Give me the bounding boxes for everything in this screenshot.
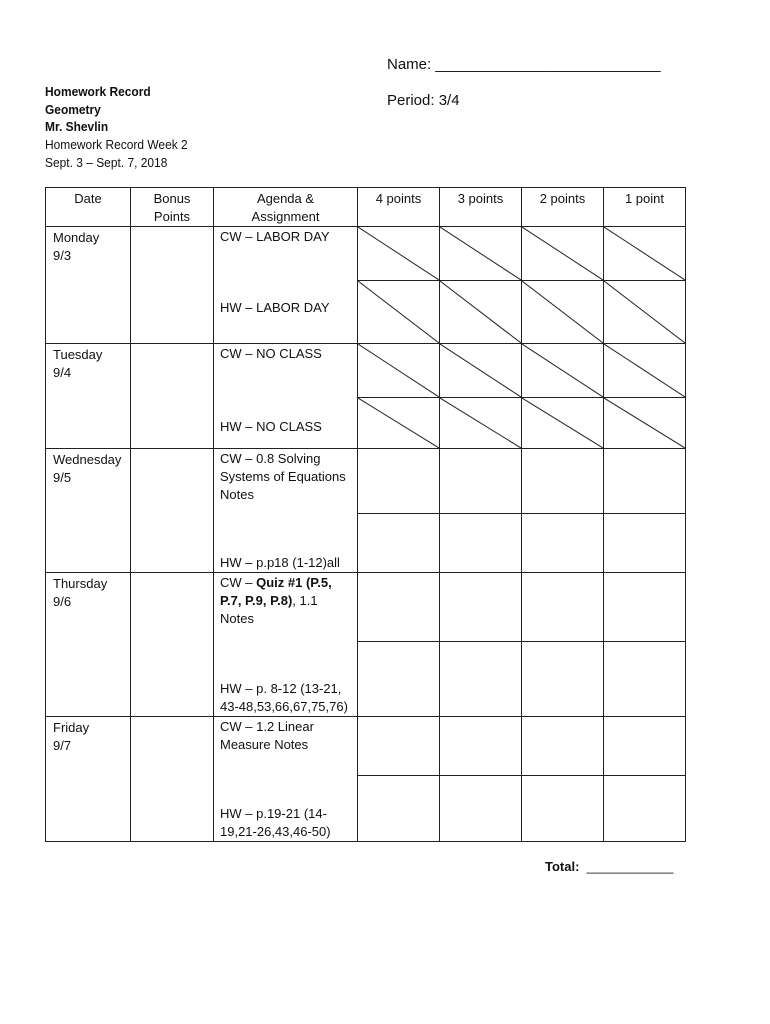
homework-table bbox=[45, 187, 686, 842]
bonus-cell bbox=[131, 449, 214, 573]
score-cell[interactable] bbox=[604, 717, 686, 776]
crossed-out-cell bbox=[604, 281, 686, 344]
day-date: 9/3 bbox=[53, 248, 72, 263]
column-header-agenda: Agenda & Assignment bbox=[214, 188, 358, 227]
score-cell[interactable] bbox=[604, 573, 686, 642]
score-cell[interactable] bbox=[522, 449, 604, 514]
day-name: Monday bbox=[53, 230, 100, 245]
total-field bbox=[545, 859, 673, 874]
crossed-out-cell bbox=[440, 281, 522, 344]
homework-text: HW – NO CLASS bbox=[220, 419, 322, 434]
day-cell-monday bbox=[46, 227, 131, 344]
crossed-out-cell bbox=[604, 227, 686, 281]
day-name: Thursday bbox=[53, 576, 108, 591]
day-cell-tuesday bbox=[46, 344, 131, 449]
score-cell[interactable] bbox=[358, 717, 440, 776]
crossed-out-cell bbox=[440, 227, 522, 281]
crossed-out-cell bbox=[522, 344, 604, 398]
score-cell[interactable] bbox=[440, 514, 522, 573]
day-cell-wednesday bbox=[46, 449, 131, 573]
day-name: Wednesday bbox=[53, 452, 122, 467]
score-cell[interactable] bbox=[440, 642, 522, 717]
homework-text: HW – p.p18 (1-12)all bbox=[220, 555, 340, 570]
score-cell[interactable] bbox=[440, 776, 522, 842]
homework-text: HW – p.19-21 (14-19,21-26,43,46-50) bbox=[220, 806, 331, 839]
column-header-2-points: 2 points bbox=[522, 188, 604, 227]
document-title: Homework Record bbox=[45, 84, 151, 99]
score-cell[interactable] bbox=[440, 717, 522, 776]
classwork-text: CW – NO CLASS bbox=[220, 346, 322, 361]
crossed-out-cell bbox=[440, 344, 522, 398]
day-cell-friday bbox=[46, 717, 131, 842]
teacher-name: Mr. Shevlin bbox=[45, 119, 109, 134]
table-row-friday-cw bbox=[46, 717, 686, 776]
classwork-text: CW – 1.2 Linear Measure Notes bbox=[220, 719, 314, 752]
crossed-out-cell bbox=[604, 398, 686, 449]
name-field-label: Name: ___________________________ bbox=[387, 56, 661, 73]
score-cell[interactable] bbox=[358, 573, 440, 642]
score-cell[interactable] bbox=[522, 717, 604, 776]
crossed-out-cell bbox=[358, 281, 440, 344]
bonus-cell bbox=[131, 717, 214, 842]
date-range: Sept. 3 – Sept. 7, 2018 bbox=[45, 155, 168, 170]
day-date: 9/5 bbox=[53, 470, 72, 485]
period-label: Period: 3/4 bbox=[387, 92, 460, 109]
score-cell[interactable] bbox=[604, 514, 686, 573]
agenda-cell-friday bbox=[214, 717, 358, 842]
day-name: Tuesday bbox=[53, 347, 103, 362]
homework-text: HW – LABOR DAY bbox=[220, 300, 330, 315]
score-cell[interactable] bbox=[358, 642, 440, 717]
crossed-out-cell bbox=[358, 344, 440, 398]
column-header-date: Date bbox=[46, 188, 131, 227]
score-cell[interactable] bbox=[604, 642, 686, 717]
bonus-cell bbox=[131, 573, 214, 717]
score-cell[interactable] bbox=[358, 776, 440, 842]
crossed-out-cell bbox=[522, 281, 604, 344]
day-name: Friday bbox=[53, 720, 90, 735]
crossed-out-cell bbox=[440, 398, 522, 449]
table-row-wednesday-cw bbox=[46, 449, 686, 514]
table-row-thursday-cw bbox=[46, 573, 686, 642]
score-cell[interactable] bbox=[522, 642, 604, 717]
agenda-cell-wednesday bbox=[214, 449, 358, 573]
table-header-row bbox=[46, 188, 686, 227]
total-blank[interactable]: ____________ bbox=[586, 859, 674, 874]
classwork-text: CW – Quiz #1 (P.5, P.7, P.9, P.8), 1.1 Notes bbox=[220, 575, 332, 626]
score-cell[interactable] bbox=[358, 449, 440, 514]
crossed-out-cell bbox=[604, 344, 686, 398]
table-row-tuesday-cw bbox=[46, 344, 686, 398]
column-header-1-point: 1 point bbox=[604, 188, 686, 227]
column-header-3-points: 3 points bbox=[440, 188, 522, 227]
score-cell[interactable] bbox=[604, 449, 686, 514]
classwork-text: CW – 0.8 Solving Systems of Equations Notes bbox=[220, 451, 346, 502]
score-cell[interactable] bbox=[440, 449, 522, 514]
total-label: Total: bbox=[545, 859, 580, 874]
classwork-text: CW – LABOR DAY bbox=[220, 229, 330, 244]
crossed-out-cell bbox=[522, 227, 604, 281]
agenda-cell-tuesday bbox=[214, 344, 358, 449]
bonus-cell bbox=[131, 227, 214, 344]
agenda-cell-monday bbox=[214, 227, 358, 344]
day-date: 9/7 bbox=[53, 738, 72, 753]
score-cell[interactable] bbox=[522, 776, 604, 842]
day-date: 9/6 bbox=[53, 594, 72, 609]
quiz-label: Quiz #1 (P.5, P.7, P.9, P.8) bbox=[220, 575, 332, 608]
score-cell[interactable] bbox=[440, 573, 522, 642]
homework-text: HW – p. 8-12 (13-21, 43-48,53,66,67,75,76) bbox=[220, 681, 348, 714]
crossed-out-cell bbox=[358, 398, 440, 449]
table-row-monday-cw bbox=[46, 227, 686, 281]
crossed-out-cell bbox=[358, 227, 440, 281]
subject-label: Geometry bbox=[45, 102, 101, 117]
score-cell[interactable] bbox=[522, 514, 604, 573]
column-header-4-points: 4 points bbox=[358, 188, 440, 227]
column-header-bonus: Bonus Points bbox=[131, 188, 214, 227]
agenda-cell-thursday bbox=[214, 573, 358, 717]
crossed-out-cell bbox=[522, 398, 604, 449]
score-cell[interactable] bbox=[358, 514, 440, 573]
score-cell[interactable] bbox=[522, 573, 604, 642]
score-cell[interactable] bbox=[604, 776, 686, 842]
week-label: Homework Record Week 2 bbox=[45, 137, 188, 152]
bonus-cell bbox=[131, 344, 214, 449]
day-date: 9/4 bbox=[53, 365, 72, 380]
day-cell-thursday bbox=[46, 573, 131, 717]
